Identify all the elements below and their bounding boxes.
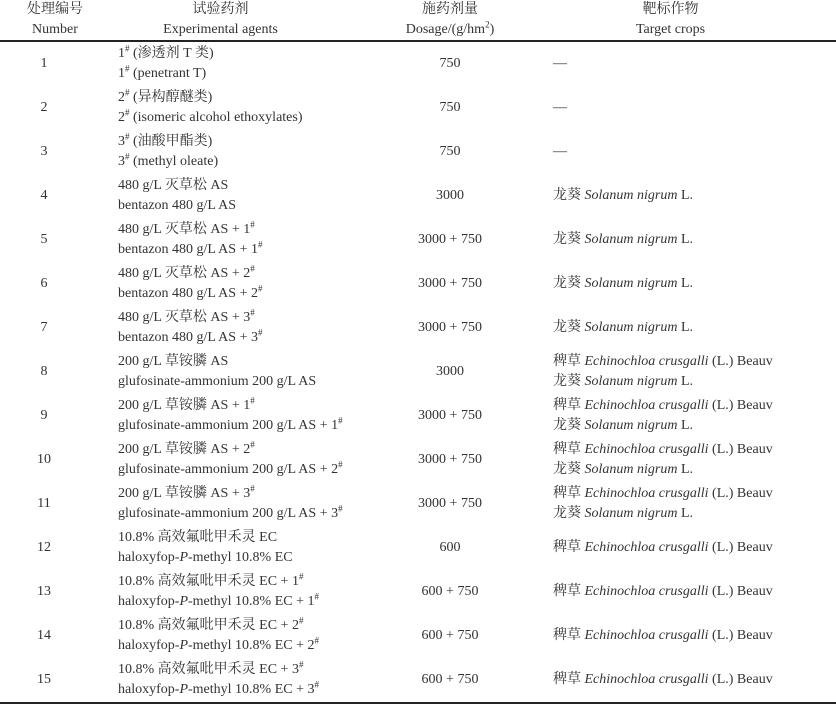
- cell-target-crops: [545, 262, 836, 306]
- agent-line: haloxyfop-P-methyl 10.8% EC + 3#: [118, 679, 319, 697]
- agent-line: 2# (isomeric alcohol ethoxylates): [118, 107, 303, 125]
- crop-line: 稗草 Echinochloa crusgalli (L.) Beauv: [553, 672, 773, 687]
- agent-line: bentazon 480 g/L AS + 3#: [118, 327, 263, 345]
- agent-line: 480 g/L 灭草松 AS + 2#: [118, 263, 255, 281]
- crop-line: 龙葵 Solanum nigrum L.: [553, 188, 694, 203]
- col-header-number: [0, 0, 110, 41]
- cell-target-crops: [545, 41, 836, 86]
- agent-line: 10.8% 高效氟吡甲禾灵 EC + 2#: [118, 615, 304, 633]
- table-row: [0, 174, 836, 218]
- crop-line: 稗草 Echinochloa crusgalli (L.) Beauv: [553, 442, 773, 457]
- table-row: [0, 394, 836, 438]
- agent-line: 1# (penetrant T): [118, 63, 207, 81]
- cell-treatment-number: 14: [37, 628, 51, 643]
- cell-experimental-agent: [110, 482, 355, 526]
- cell-target-crops: [545, 438, 836, 482]
- col-header-target-crops: [545, 0, 836, 41]
- table-row: [0, 306, 836, 350]
- agent-line: glufosinate-ammonium 200 g/L AS + 2#: [118, 459, 343, 477]
- cell-dosage: 3000 + 750: [418, 320, 482, 335]
- cell-treatment-number: 6: [40, 276, 48, 291]
- agent-line: bentazon 480 g/L AS: [118, 198, 237, 213]
- cell-experimental-agent: [110, 174, 355, 218]
- cell-target-crops: [545, 350, 836, 394]
- agent-line: 200 g/L 草铵膦 AS + 2#: [118, 439, 255, 457]
- cell-experimental-agent: [110, 526, 355, 570]
- agent-line: haloxyfop-P-methyl 10.8% EC: [118, 550, 293, 565]
- agent-line: 200 g/L 草铵膦 AS + 1#: [118, 395, 255, 413]
- cell-dosage: 3000 + 750: [418, 452, 482, 467]
- agent-line: 480 g/L 灭草松 AS + 1#: [118, 219, 255, 237]
- agent-line: 2# (异构醇醚类): [118, 87, 213, 105]
- crop-line: 龙葵 Solanum nigrum L.: [553, 276, 694, 291]
- col-header-agents-zh: 试验药剂: [192, 2, 249, 17]
- cell-dosage: 3000 + 750: [418, 408, 482, 423]
- col-header-dosage: [355, 0, 545, 41]
- cell-treatment-number: 11: [37, 496, 51, 511]
- agent-line: 10.8% 高效氟吡甲禾灵 EC + 3#: [118, 659, 304, 677]
- cell-dosage: 3000: [436, 364, 464, 379]
- col-header-agents: [110, 0, 355, 41]
- col-header-number-en: Number: [32, 22, 78, 37]
- table-row: [0, 570, 836, 614]
- cell-experimental-agent: [110, 394, 355, 438]
- cell-experimental-agent: [110, 658, 355, 703]
- crop-line: —: [553, 144, 567, 159]
- cell-experimental-agent: [110, 41, 355, 86]
- crop-line: 龙葵 Solanum nigrum L.: [553, 320, 694, 335]
- cell-dosage: 3000 + 750: [418, 232, 482, 247]
- table-row: [0, 350, 836, 394]
- cell-treatment-number: 7: [40, 320, 48, 335]
- cell-experimental-agent: [110, 614, 355, 658]
- cell-dosage: 750: [439, 56, 461, 71]
- cell-experimental-agent: [110, 438, 355, 482]
- col-header-dosage-en: Dosage/$(g/hm^2)$: [405, 19, 495, 37]
- cell-dosage: 750: [439, 144, 461, 159]
- cell-treatment-number: 10: [37, 452, 51, 467]
- cell-dosage: 750: [439, 100, 461, 115]
- cell-target-crops: [545, 174, 836, 218]
- crop-line: 稗草 Echinochloa crusgalli (L.) Beauv: [553, 628, 773, 643]
- agent-line: 3# (油酸甲酯类): [118, 131, 213, 149]
- col-header-target-crops-zh: 靶标作物: [642, 2, 699, 17]
- agent-line: glufosinate-ammonium 200 g/L AS: [118, 374, 317, 389]
- cell-target-crops: [545, 86, 836, 130]
- col-header-agents-en: Experimental agents: [163, 22, 278, 37]
- cell-experimental-agent: [110, 218, 355, 262]
- cell-experimental-agent: [110, 350, 355, 394]
- crop-line: 稗草 Echinochloa crusgalli (L.) Beauv: [553, 486, 773, 501]
- cell-dosage: 600 + 750: [421, 628, 479, 643]
- cell-treatment-number: 9: [40, 408, 48, 423]
- cell-target-crops: [545, 614, 836, 658]
- agent-line: 480 g/L 灭草松 AS: [118, 178, 229, 193]
- agent-line: 200 g/L 草铵膦 AS + 3#: [118, 483, 255, 501]
- crop-line: 稗草 Echinochloa crusgalli (L.) Beauv: [553, 354, 773, 369]
- cell-dosage: 3000 + 750: [418, 276, 482, 291]
- crop-line: —: [553, 56, 567, 71]
- cell-treatment-number: 12: [37, 540, 51, 555]
- cell-experimental-agent: [110, 130, 355, 174]
- crop-line: 稗草 Echinochloa crusgalli (L.) Beauv: [553, 584, 773, 599]
- cell-treatment-number: 4: [40, 188, 48, 203]
- table-row: [0, 262, 836, 306]
- cell-experimental-agent: [110, 306, 355, 350]
- table-row: [0, 482, 836, 526]
- table-row: [0, 218, 836, 262]
- crop-line: 稗草 Echinochloa crusgalli (L.) Beauv: [553, 398, 773, 413]
- crop-line: 龙葵 Solanum nigrum L.: [553, 506, 694, 521]
- cell-target-crops: [545, 218, 836, 262]
- table-row: [0, 41, 836, 86]
- agent-line: haloxyfop-P-methyl 10.8% EC + 1#: [118, 591, 319, 609]
- table-row: [0, 658, 836, 703]
- cell-dosage: 600 + 750: [421, 672, 479, 687]
- cell-experimental-agent: [110, 262, 355, 306]
- crop-line: 龙葵 Solanum nigrum L.: [553, 462, 694, 477]
- cell-experimental-agent: [110, 570, 355, 614]
- agent-line: 3# (methyl oleate): [118, 151, 219, 169]
- agent-line: 480 g/L 灭草松 AS + 3#: [118, 307, 255, 325]
- crop-line: 龙葵 Solanum nigrum L.: [553, 232, 694, 247]
- table-body: [0, 41, 836, 703]
- agent-line: 1# (渗透剂 T 类): [118, 43, 214, 61]
- crop-line: 稗草 Echinochloa crusgalli (L.) Beauv: [553, 540, 773, 555]
- table-header: [0, 0, 836, 41]
- cell-target-crops: [545, 394, 836, 438]
- crop-line: —: [553, 100, 567, 115]
- cell-experimental-agent: [110, 86, 355, 130]
- cell-treatment-number: 3: [40, 144, 48, 159]
- agent-line: 10.8% 高效氟吡甲禾灵 EC + 1#: [118, 571, 304, 589]
- cell-dosage: 600 + 750: [421, 584, 479, 599]
- agent-line: bentazon 480 g/L AS + 1#: [118, 239, 263, 257]
- crop-line: 龙葵 Solanum nigrum L.: [553, 418, 694, 433]
- cell-treatment-number: 2: [40, 100, 48, 115]
- cell-treatment-number: 15: [37, 672, 51, 687]
- agent-line: 10.8% 高效氟吡甲禾灵 EC: [118, 530, 278, 545]
- col-header-number-zh: 处理编号: [27, 2, 83, 17]
- table-row: [0, 130, 836, 174]
- header-row: [0, 0, 836, 41]
- cell-target-crops: [545, 130, 836, 174]
- agent-line: bentazon 480 g/L AS + 2#: [118, 283, 263, 301]
- cell-target-crops: [545, 306, 836, 350]
- cell-target-crops: [545, 526, 836, 570]
- cell-dosage: 3000 + 750: [418, 496, 482, 511]
- col-header-dosage-zh: 施药剂量: [422, 2, 478, 17]
- cell-target-crops: [545, 570, 836, 614]
- table-row: [0, 86, 836, 130]
- agent-line: haloxyfop-P-methyl 10.8% EC + 2#: [118, 635, 319, 653]
- agent-line: glufosinate-ammonium 200 g/L AS + 1#: [118, 415, 343, 433]
- cell-treatment-number: 8: [40, 364, 48, 379]
- cell-treatment-number: 5: [40, 232, 48, 247]
- agent-line: 200 g/L 草铵膦 AS: [118, 354, 229, 369]
- table-row: [0, 614, 836, 658]
- cell-treatment-number: 13: [37, 584, 51, 599]
- cell-target-crops: [545, 658, 836, 703]
- cell-treatment-number: 1: [40, 56, 48, 71]
- cell-dosage: 600: [439, 540, 461, 555]
- cell-target-crops: [545, 482, 836, 526]
- table-row: [0, 526, 836, 570]
- crop-line: 龙葵 Solanum nigrum L.: [553, 374, 694, 389]
- cell-dosage: 3000: [436, 188, 464, 203]
- col-header-target-crops-en: Target crops: [635, 22, 706, 37]
- agent-line: glufosinate-ammonium 200 g/L AS + 3#: [118, 503, 343, 521]
- table-row: [0, 438, 836, 482]
